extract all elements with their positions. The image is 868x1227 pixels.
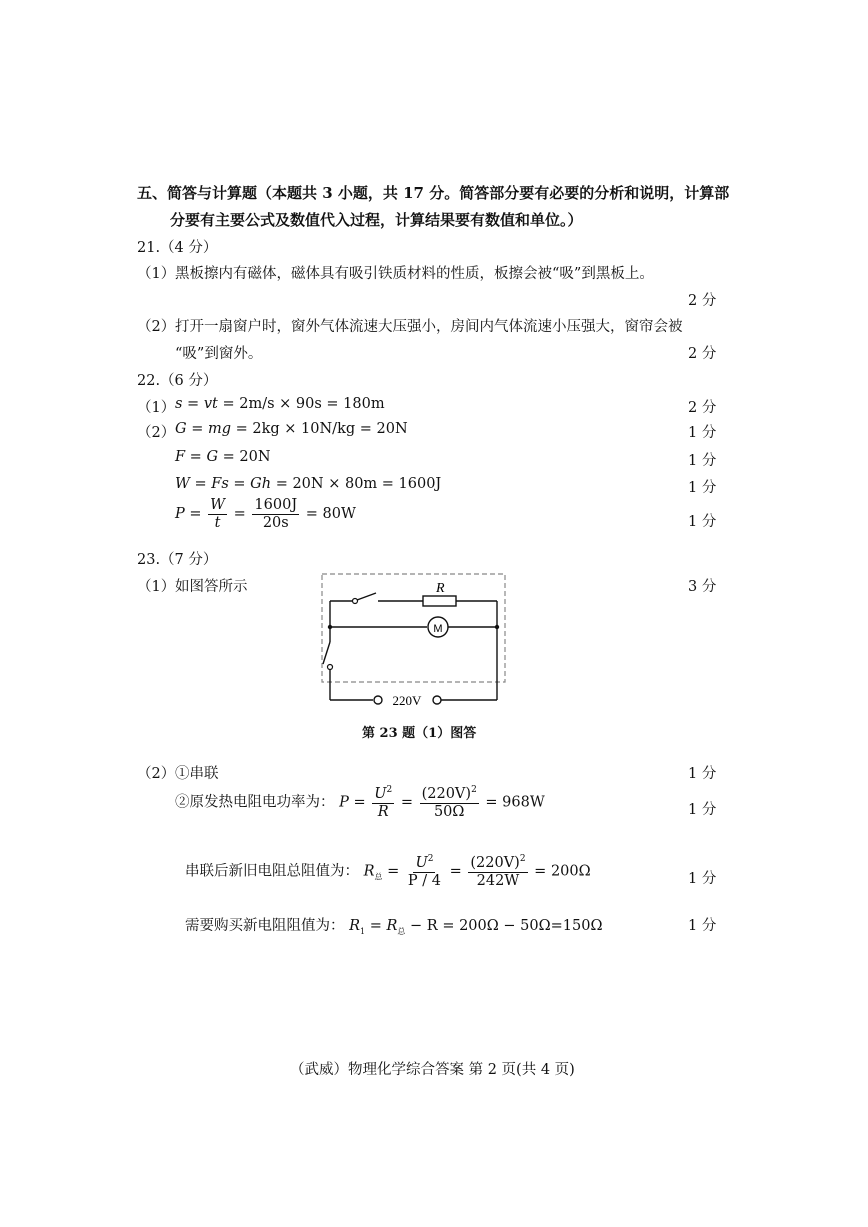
q23-part2a-score: 1 分 — [688, 766, 717, 782]
q21-part1-text: 黑板擦内有磁体，磁体具有吸引铁质材料的性质，板擦会被“吸”到黑板上。 — [175, 266, 654, 282]
q22-part2d-score: 1 分 — [688, 514, 717, 530]
circuit-diagram — [300, 565, 530, 715]
section-title-line1: 五、简答与计算题（本题共 3 小题，共 17 分。简答部分要有必要的分析和说明，计算部 — [137, 184, 730, 202]
q21-part2-label: （2） — [137, 319, 176, 335]
q23-part2d-score: 1 分 — [688, 918, 717, 934]
q23-part1-text: 如图答所示 — [175, 579, 248, 595]
q23-header: 23.（7 分） — [137, 552, 218, 568]
switch-main-contact — [328, 665, 333, 670]
q23-part1-label: （1） — [137, 579, 176, 595]
q23-part2b-formula: ②原发热电阻电功率为： P = $\frac{U^2}{R}$ = $\frac{(220V)^2}{50\Omega}$ = 968W — [175, 785, 545, 820]
switch-top-contact — [353, 599, 358, 604]
terminal-left — [374, 696, 382, 704]
figure-caption: 第 23 题（1）图答 — [362, 726, 477, 741]
motor-label: M — [433, 623, 443, 635]
q21-part1-label: （1） — [137, 266, 176, 282]
q23-part2c-score: 1 分 — [688, 871, 717, 887]
q22-part2b-formula: F = G = 20N — [175, 449, 271, 465]
q22-part1-formula: s = vt = 2m/s × 90s = 180m — [175, 396, 385, 412]
section-title-line2: 分要有主要公式及数值代入过程，计算结果要有数值和单位。） — [170, 211, 583, 229]
q22-part2a-score: 1 分 — [688, 425, 717, 441]
q23-part2a-text: ①串联 — [175, 766, 219, 782]
q22-part2b-score: 1 分 — [688, 453, 717, 469]
q22-part1-label: （1） — [137, 400, 176, 416]
switch-main-blade — [323, 642, 330, 664]
q22-part1-score: 2 分 — [688, 400, 717, 416]
q23-part2d-formula: 需要购买新电阻阻值为： $R_1 = R_总 - R = 200\Omega - 50\Omega=150\Omega$ — [185, 918, 603, 936]
q22-part2c-formula: W = Fs = Gh = 20N × 80m = 1600J — [175, 476, 442, 492]
terminal-right — [433, 696, 441, 704]
q21-part1-score: 2 分 — [688, 293, 717, 309]
switch-top-blade — [357, 593, 376, 600]
q23-part2-label: （2） — [137, 766, 176, 782]
q22-part2-label: （2） — [137, 425, 176, 441]
q22-part2d-formula: P = $\frac{W}{t}$ = $\frac{1600J}{20s}$ = 80W — [175, 497, 356, 531]
dashed-enclosure — [322, 574, 505, 682]
voltage-label: 220V — [392, 693, 422, 708]
page-footer: （武威）物理化学综合答案 第 2 页(共 4 页) — [290, 1062, 575, 1078]
resistor-symbol — [423, 596, 456, 606]
resistor-label: R — [436, 581, 445, 596]
q21-header: 21.（4 分） — [137, 240, 218, 256]
q21-part2-line2: “吸”到窗外。 — [175, 346, 263, 362]
q22-part2c-score: 1 分 — [688, 480, 717, 496]
q22-header: 22.（6 分） — [137, 373, 218, 389]
q21-part2-score: 2 分 — [688, 346, 717, 362]
q23-part2c-formula: 串联后新旧电阻总阻值为： $R_总$ = $\frac{U^2}{P / 4}$ = $\frac{(220V)^2}{242W}$ = 200Ω — [185, 854, 591, 889]
q23-part2b-score: 1 分 — [688, 802, 717, 818]
q21-part2-line1: 打开一扇窗户时，窗外气体流速大压强小，房间内气体流速小压强大，窗帘会被 — [175, 319, 683, 335]
q23-part1-score: 3 分 — [688, 579, 717, 595]
q22-part2a-formula: G = mg = 2kg × 10N/kg = 20N — [175, 421, 408, 437]
